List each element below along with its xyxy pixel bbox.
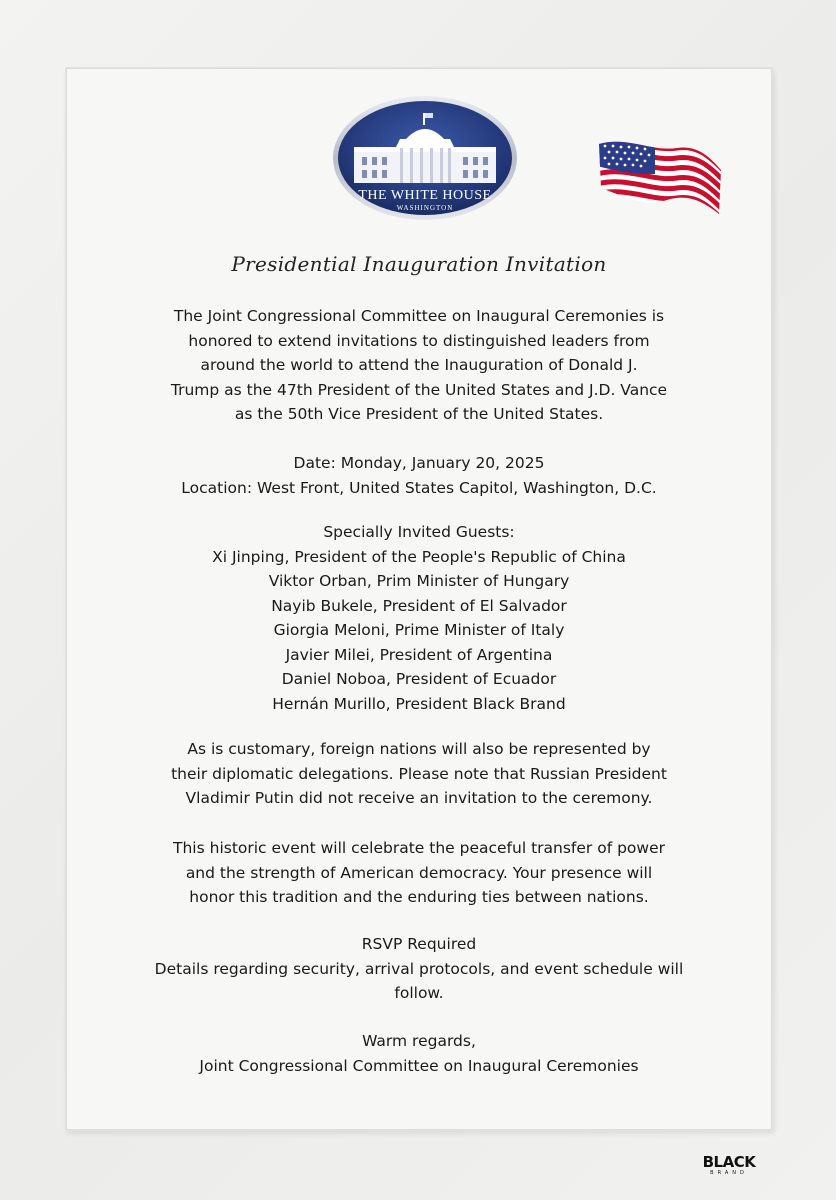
guest-item: Javier Milei, President of Argentina — [285, 645, 553, 664]
guest-item: Giorgia Meloni, Prime Minister of Italy — [273, 621, 565, 639]
brand-main: BLACK — [702, 1153, 756, 1171]
guest-item: Daniel Noboa, President of Ecuador — [281, 670, 557, 688]
american-flag-icon — [597, 138, 723, 218]
guest-item: Nayib Bukele, President of El Salvador — [271, 596, 567, 615]
customary-paragraph — [96, 737, 742, 811]
brand-sub: BRAND — [710, 1170, 748, 1176]
event-date: Date: Monday, January 20, 2025 — [293, 454, 545, 472]
intro-paragraph — [96, 304, 742, 427]
guest-item: Xi Jinping, President of the People's Republic of China — [212, 547, 626, 566]
customary-line: As is customary, foreign nations will also be represented by — [187, 740, 651, 758]
seal-title: THE WHITE HOUSE — [358, 188, 492, 203]
seal-subtitle: WASHINGTON — [396, 204, 454, 212]
historic-paragraph — [96, 836, 742, 910]
closing-salutation: Warm regards, — [362, 1032, 476, 1050]
historic-line: This historic event will celebrate the peaceful transfer of power — [173, 839, 665, 857]
seal-text — [332, 188, 518, 213]
invitation-heading: Presidential Inauguration Invitation — [231, 252, 607, 276]
intro-line: The Joint Congressional Committee on Inaugural Ceremonies is — [173, 307, 665, 325]
historic-line: honor this tradition and the enduring ties between nations. — [189, 888, 649, 906]
rsvp-title: RSVP Required — [361, 935, 477, 953]
intro-line: around the world to attend the Inauguration of Donald J. — [200, 356, 638, 374]
black-brand-logo — [688, 1155, 770, 1179]
guest-item: Hernán Murillo, President Black Brand — [272, 694, 566, 713]
customary-line: Vladimir Putin did not receive an invitation to the ceremony. — [185, 789, 653, 807]
closing-signature: Joint Congressional Committee on Inaugural Ceremonies — [199, 1056, 639, 1075]
historic-line: and the strength of American democracy. Your presence will — [185, 863, 653, 882]
intro-line: Trump as the 47th President of the United States and J.D. Vance — [170, 380, 668, 399]
intro-line: honored to extend invitations to distinguished leaders from — [188, 331, 650, 350]
event-details — [96, 451, 742, 500]
closing-section — [96, 1029, 742, 1078]
guest-item: Viktor Orban, Prim Minister of Hungary — [268, 572, 570, 590]
rsvp-section — [96, 932, 742, 1006]
rsvp-line: Details regarding security, arrival protocols, and event schedule will — [154, 959, 684, 978]
rsvp-line: follow. — [394, 984, 444, 1002]
customary-line: their diplomatic delegations. Please note that Russian President — [171, 764, 667, 783]
guest-list — [96, 520, 742, 716]
intro-line: as the 50th Vice President of the United States. — [234, 405, 604, 423]
event-location: Location: West Front, United States Capitol, Washington, D.C. — [181, 478, 657, 497]
guest-list-label: Specially Invited Guests: — [323, 523, 515, 541]
